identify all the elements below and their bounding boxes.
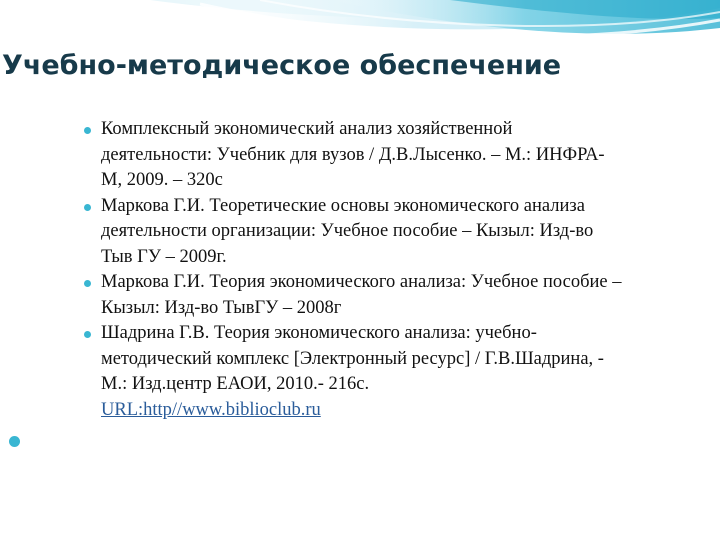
bullet-icon <box>84 127 91 134</box>
list-item <box>84 270 624 321</box>
list-item <box>84 321 624 423</box>
bullet-icon <box>84 204 91 211</box>
list-item <box>84 117 624 194</box>
list-item <box>84 194 624 271</box>
list-item-text: Маркова Г.И. Теоретические основы экономического анализа деятельности организации: Учебное пособие – Кызыл: Изд-во Тыв ГУ – 2009г. <box>101 195 594 267</box>
slide-title: Учебно-методическое обеспечение <box>2 50 562 81</box>
biblioclub-link[interactable]: URL:http//www.biblioclub.ru <box>101 399 321 420</box>
bullet-icon <box>84 331 91 338</box>
list-item-text: Комплексный экономический анализ хозяйственной деятельности: Учебник для вузов / Д.В.Лысенко. – М.: ИНФРА-М, 2009. – 320с <box>101 119 605 190</box>
list-item-text: Шадрина Г.В. Теория экономического анализа: учебно-методический комплекс [Электронный ресурс] / Г.В.Шадрина, - М.: Изд.центр ЕАОИ, 2010.- 216с. <box>101 323 604 394</box>
bullet-icon <box>84 280 91 287</box>
list-item-text: Маркова Г.И. Теория экономического анализа: Учебное пособие – Кызыл: Изд-во ТывГУ – 2008г <box>101 272 622 318</box>
reference-list <box>84 117 624 423</box>
empty-bullet-icon <box>9 436 20 447</box>
